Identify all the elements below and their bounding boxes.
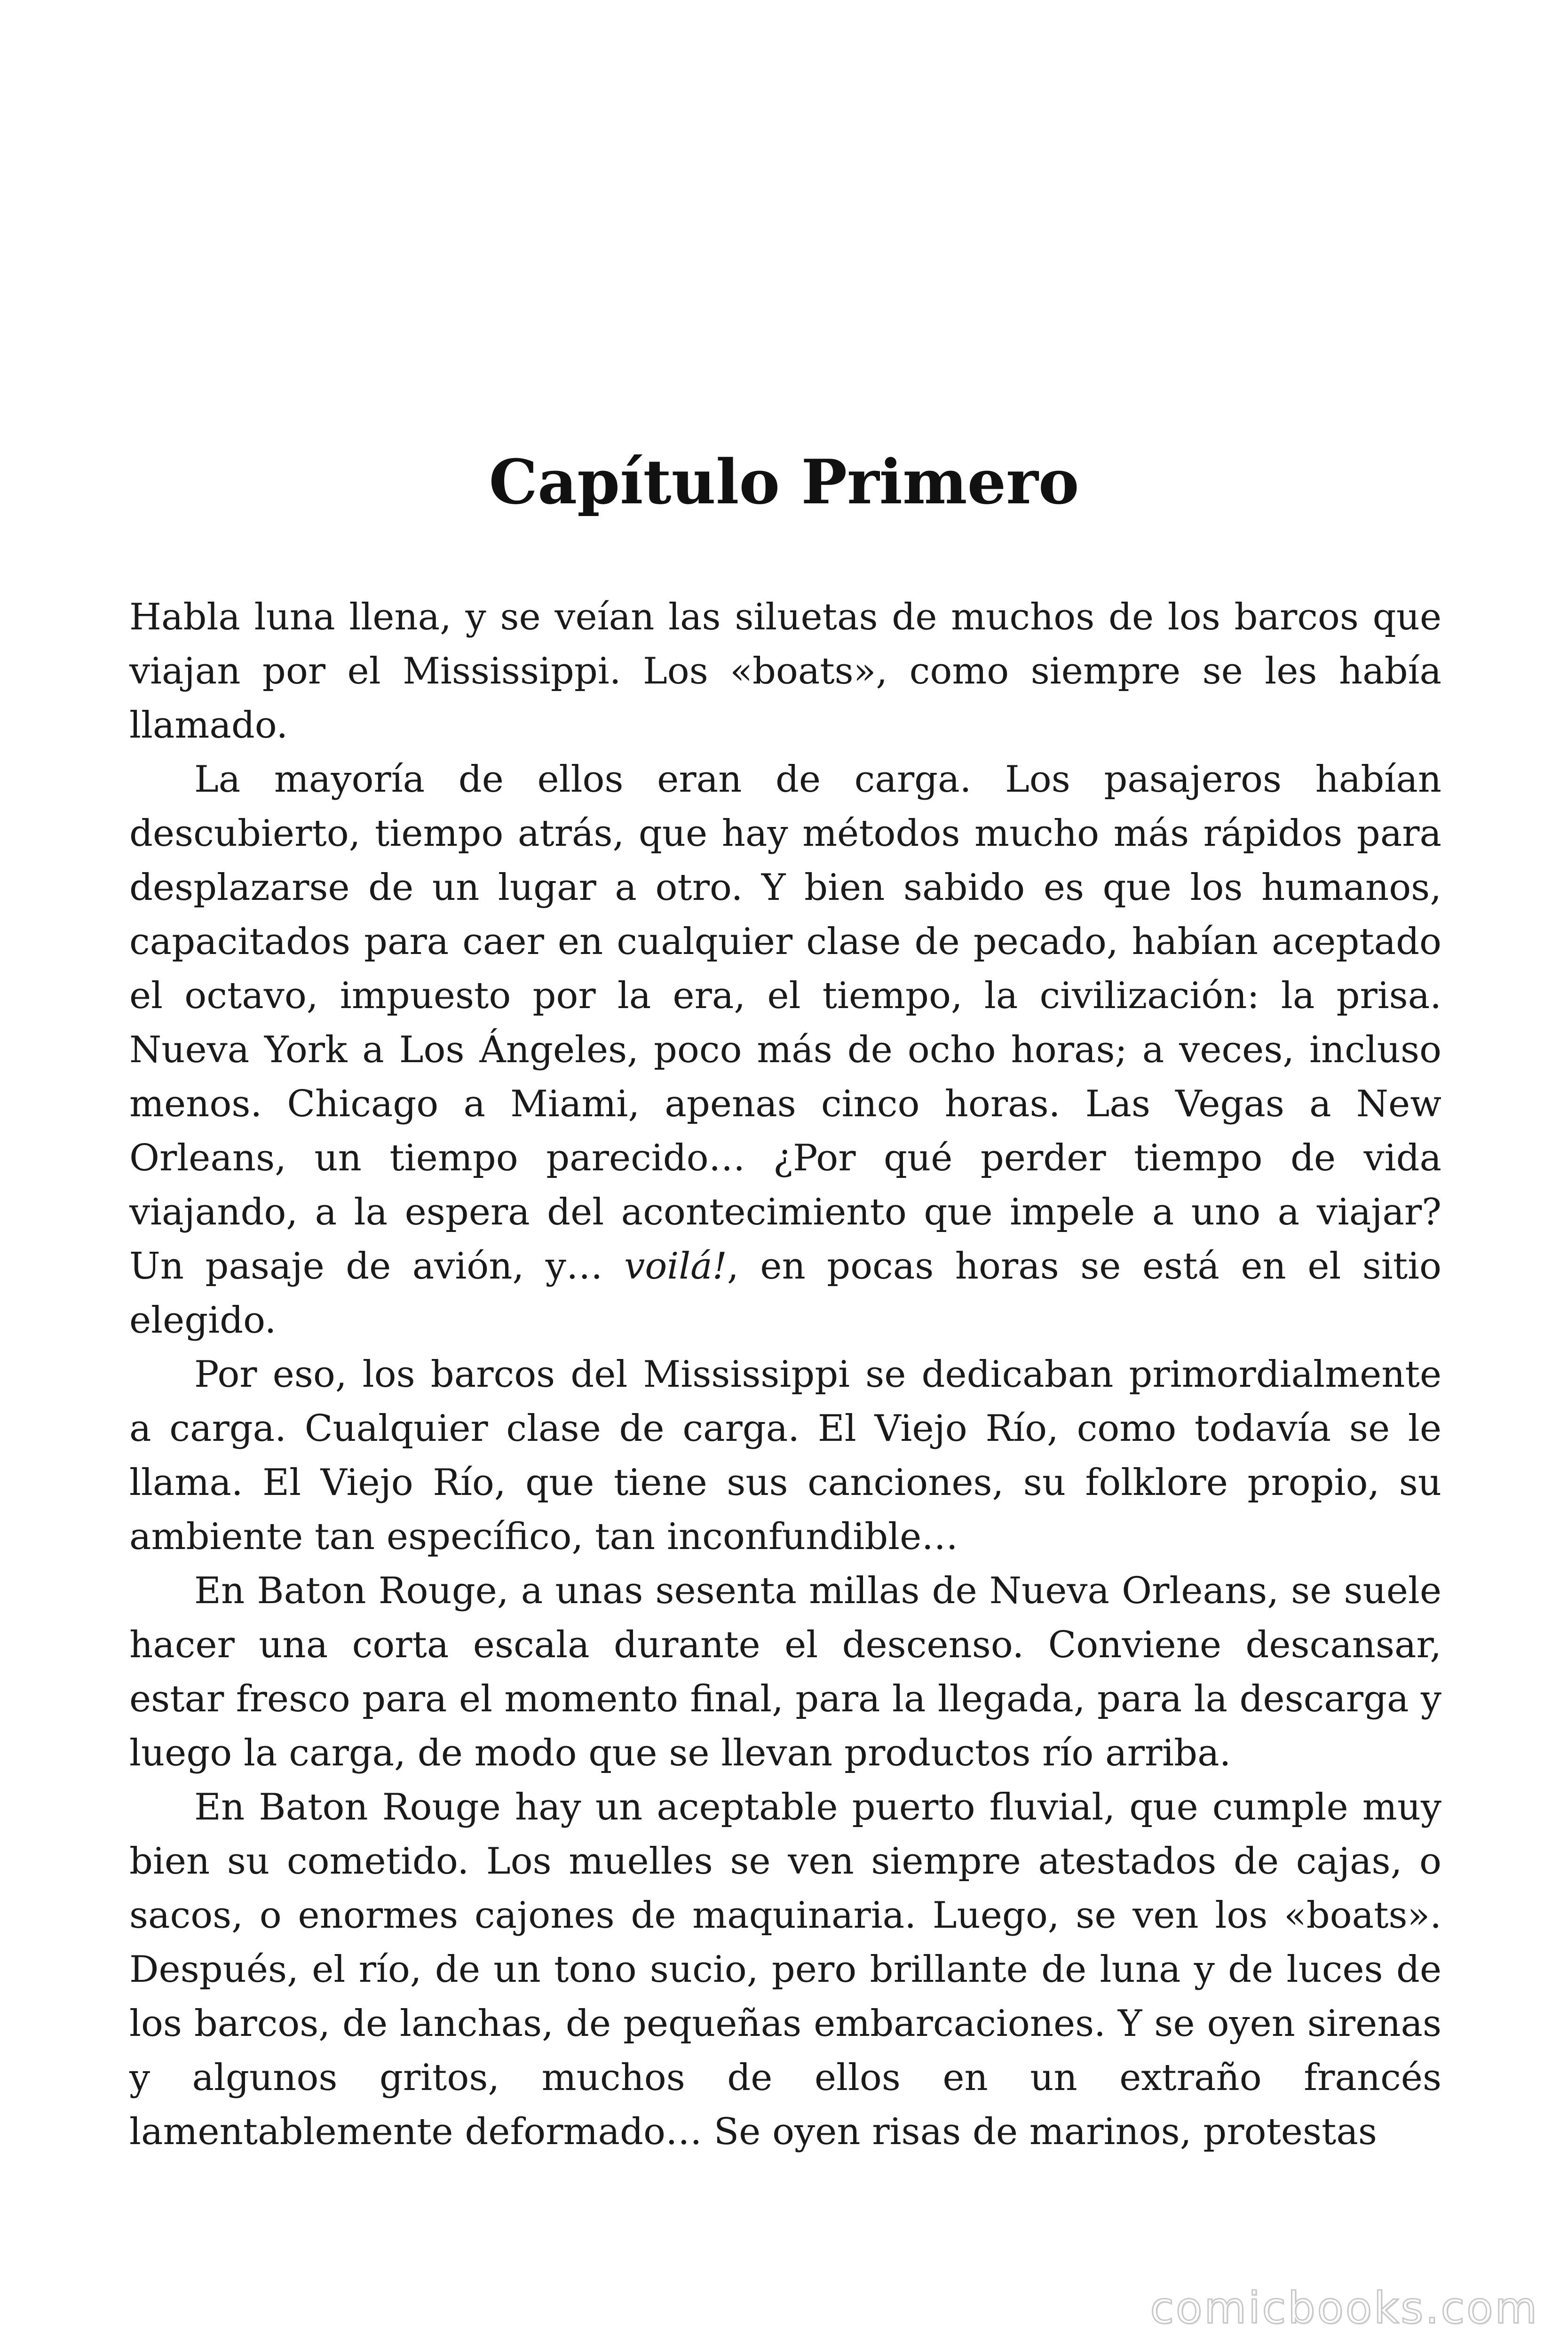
paragraph-4: En Baton Rouge, a unas sesenta millas de Nueva Orleans, se suele hacer una corta escala durante el descenso. Conviene descansar, estar fresco para el momento final, para la llegada, para la descarga y luego la carga, de modo que se llevan productos río arriba. xyxy=(129,1570,1441,1774)
chapter-title: Capítulo Primero xyxy=(489,446,1079,518)
paragraph-2-italic: voilá! xyxy=(624,1245,728,1287)
paragraph-5: En Baton Rouge hay un aceptable puerto fluvial, que cumple muy bien su cometido. Los muelles se ven siempre atestados de cajas, o sacos, o enormes cajones de maquinaria. Luego, se ven los «boats». Después, el río, de un tono sucio, pero brillante de luna y de luces de los barcos, de lanchas, de pequeñas embarcaciones. Y se oyen sirenas y algunos gritos, muchos de ellos en un extraño francés lamentablemente deformado… Se oyen risas de marinos, protestas xyxy=(129,1786,1441,2153)
paragraph-2-after: , en pocas horas se está en el sitio elegido. xyxy=(129,1245,1441,1342)
watermark-logo: comicbooks.com xyxy=(1150,2283,1539,2333)
paragraph-2 xyxy=(129,753,1441,1348)
body-text xyxy=(129,590,1441,2159)
paragraph-1: Habla luna llena, y se veían las siluetas de muchos de los barcos que viajan por el Mississippi. Los «boats», como siempre se les había llamado. xyxy=(129,596,1441,747)
paragraph-3: Por eso, los barcos del Mississippi se dedicaban primordialmente a carga. Cualquier clase de carga. El Viejo Río, como todavía se le llama. El Viejo Río, que tiene sus canciones, su folklore propio, su ambiente tan específico, tan inconfundible… xyxy=(129,1353,1441,1558)
paragraph-2-text: La mayoría de ellos eran de carga. Los pasajeros habían descubierto, tiempo atrás, que hay métodos mucho más rápidos para desplazarse de un lugar a otro. Y bien sabido es que los humanos, capacitados para caer en cualquier clase de pecado, habían aceptado el octavo, impuesto por la era, el tiempo, la civilización: la prisa. Nueva York a Los Ángeles, poco más de ocho horas; a veces, incluso menos. Chicago a Miami, apenas cinco horas. Las Vegas a New Orleans, un tiempo parecido… ¿Por qué perder tiempo de vida viajando, a la espera del acontecimiento que impele a uno a viajar? Un pasaje de avión, y… xyxy=(129,758,1441,1287)
